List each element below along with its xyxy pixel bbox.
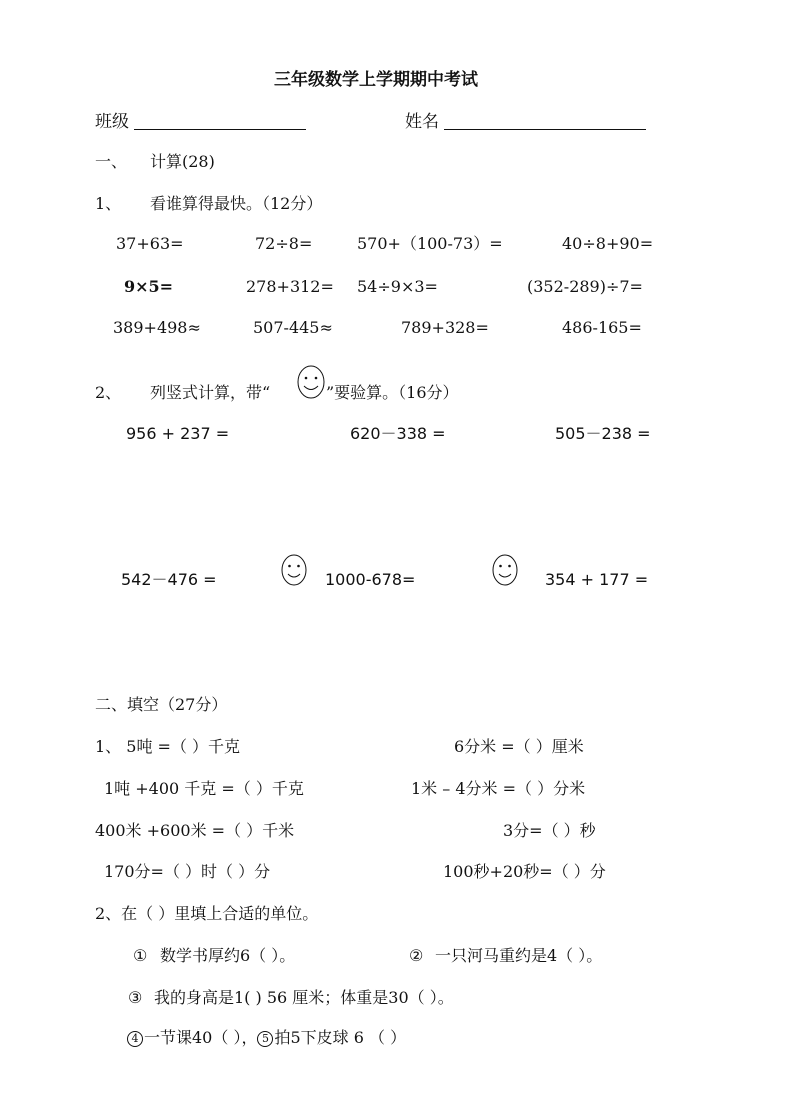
q1-number: 1、 [95,194,122,213]
vertical-calc-item: 1000-678= [325,570,416,589]
vertical-calc-item: 620－338 = [350,424,446,443]
vertical-calc-item: 542－476 = [121,570,217,589]
marker-2: ② [409,946,424,965]
calc-item: 54÷9×3= [357,277,438,296]
unit-item-1: 数学书厚约6（ ）。 [160,946,296,965]
calc-item: 72÷8= [255,234,313,253]
class-field-line[interactable] [134,129,306,130]
unit-item-4: 一节课40（ ）， [144,1028,258,1047]
fill-item: 100秒+20秒=（ ）分 [443,862,606,881]
q2-text-before: 列竖式计算，带“ [150,383,271,402]
fill-item: 400米 +600米 =（ ）千米 [95,821,295,840]
calc-item: 789+328= [401,318,489,337]
q2-text-after: ”要验算。（16分） [326,383,459,402]
fill-item: 3分=（ ）秒 [503,821,596,840]
unit-item-2: 一只河马重约是4（ ）。 [435,946,603,965]
fill-item: 1、 5吨 =（ ）千克 [95,737,241,756]
calc-item: (352-289)÷7= [527,277,643,296]
smiley-icon [280,553,308,587]
section1-heading: 计算(28) [150,152,215,171]
calc-item: 486-165= [562,318,642,337]
marker-1: ① [133,946,148,965]
q2-number: 2、 [95,383,122,402]
smiley-icon [491,553,519,587]
section1-number: 一、 [95,152,128,171]
calc-item: 40÷8+90= [562,234,654,253]
calc-item: 507-445≈ [253,318,333,337]
vertical-calc-item: 354 + 177 = [545,570,649,589]
calc-item: 278+312= [246,277,334,296]
fill-item: 1米 – 4分米 =（ ）分米 [411,779,586,798]
unit-item-4-row [127,1028,406,1048]
marker-4: 4 [127,1031,143,1047]
fill-item: 170分=（ ）时（ ）分 [104,862,271,881]
q1-text: 看谁算得最快。（12分） [150,194,323,213]
page-title: 三年级数学上学期期中考试 [274,70,478,90]
unit-item-5: 拍5下皮球 6 （ ） [274,1028,407,1047]
q2-units-heading: 2、在（ ）里填上合适的单位。 [95,904,319,923]
vertical-calc-item: 956 + 237 = [126,424,230,443]
calc-item: 37+63= [116,234,184,253]
calc-item: 389+498≈ [113,318,201,337]
class-label: 班级 [95,112,129,132]
fill-item: 6分米 =（ ）厘米 [454,737,584,756]
vertical-calc-item: 505－238 = [555,424,651,443]
calc-item: 9×5= [124,277,174,296]
smiley-icon [296,364,326,400]
calc-item: 570+（100-73）= [357,234,503,253]
unit-item-3: 我的身高是1( ) 56 厘米；体重是30（ ）。 [154,988,454,1007]
section2-heading: 二、填空（27分） [95,695,228,714]
marker-5: 5 [257,1031,273,1047]
name-field-line[interactable] [444,129,646,130]
fill-item: 1吨 +400 千克 =（ ）千克 [104,779,304,798]
marker-3: ③ [128,988,143,1007]
name-label: 姓名 [405,112,439,132]
